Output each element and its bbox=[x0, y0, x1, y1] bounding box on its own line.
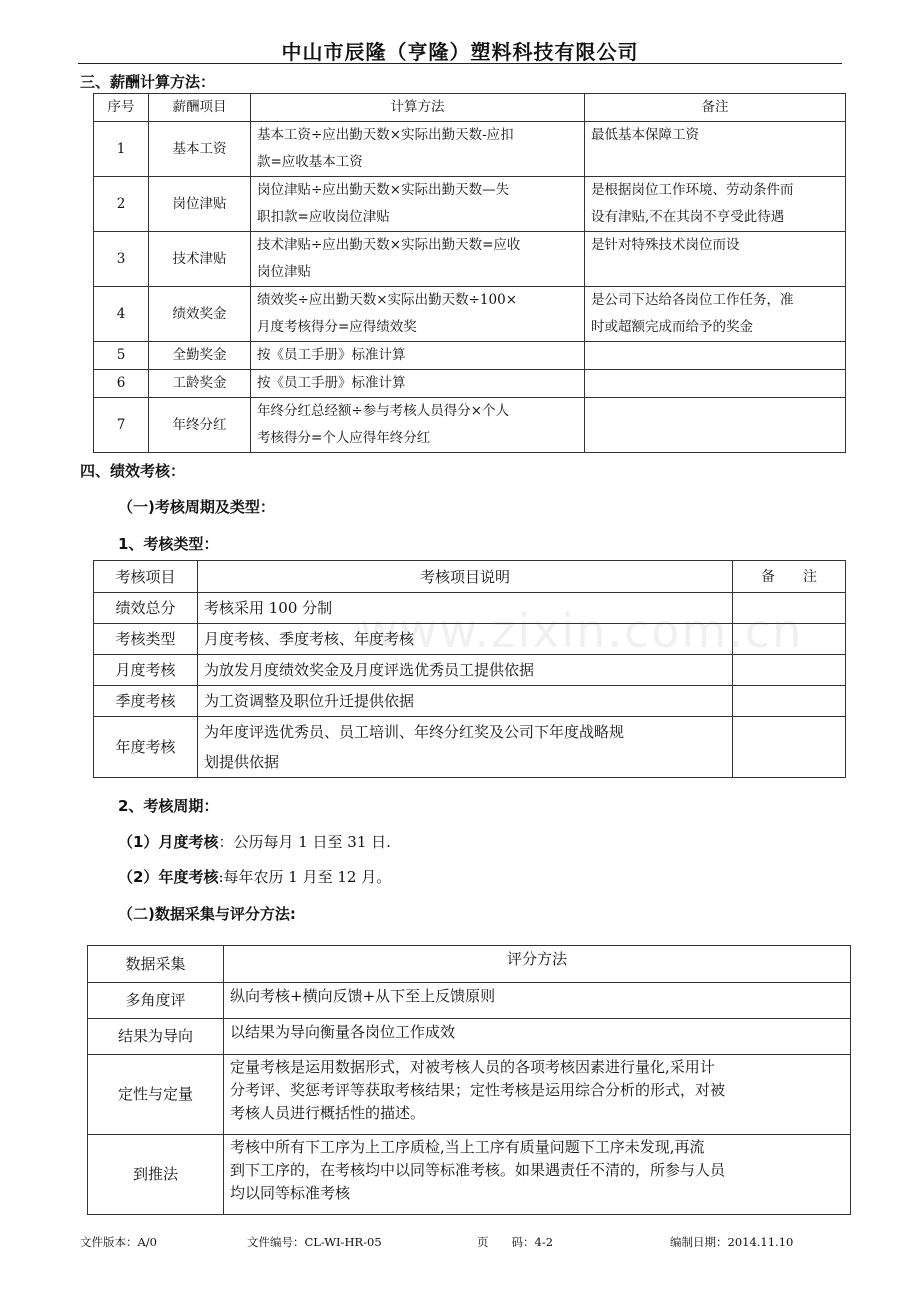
remark bbox=[585, 398, 846, 453]
salary-item: 岗位津贴 bbox=[149, 177, 251, 232]
column-header: 计算方法 bbox=[251, 94, 585, 122]
section-heading-3: 三、薪酬计算方法： bbox=[80, 73, 216, 91]
salary-item: 全勤奖金 bbox=[149, 342, 251, 370]
remark bbox=[585, 122, 846, 177]
salary-item: 工龄奖金 bbox=[149, 370, 251, 398]
table-row bbox=[88, 983, 851, 1019]
assessment-item: 月度考核 bbox=[94, 655, 198, 686]
method-line: 岗位津贴÷应出勤天数×实际出勤天数—失 bbox=[257, 182, 510, 198]
method-line: 考核人员进行概括性的描述。 bbox=[230, 1104, 426, 1122]
footer-date: 编制日期：2014.11.10 bbox=[670, 1235, 794, 1249]
column-header: 考核项目 bbox=[94, 561, 198, 593]
assessment-description: 考核采用 100 分制 bbox=[198, 593, 733, 624]
salary-item: 技术津贴 bbox=[149, 232, 251, 287]
table-row bbox=[94, 122, 846, 177]
scoring-method bbox=[224, 983, 851, 1019]
method-line: 考核得分=个人应得年终分红 bbox=[257, 430, 431, 446]
table-row bbox=[94, 287, 846, 342]
table-header-row bbox=[94, 561, 846, 593]
calculation-method: 按《员工手册》标准计算 bbox=[251, 342, 585, 370]
column-header: 薪酬项目 bbox=[149, 94, 251, 122]
remark bbox=[585, 287, 846, 342]
calculation-method bbox=[251, 177, 585, 232]
cycle-monthly-text: ：公历每月 1 日至 31 日. bbox=[218, 833, 391, 851]
remark bbox=[585, 342, 846, 370]
remark bbox=[733, 593, 846, 624]
remark bbox=[733, 655, 846, 686]
subsection-heading-scoring: （二)数据采集与评分方法: bbox=[118, 905, 296, 923]
calculation-method bbox=[251, 122, 585, 177]
remark-line: 最低基本保障工资 bbox=[591, 127, 699, 143]
remark-line: 是针对特殊技术岗位而设 bbox=[591, 237, 740, 253]
table-row bbox=[94, 593, 846, 624]
remark bbox=[733, 717, 846, 778]
table-row bbox=[88, 1055, 851, 1135]
assessment-description bbox=[198, 717, 733, 778]
assessment-description: 为工资调整及职位升迁提供依据 bbox=[198, 686, 733, 717]
method-line: 年终分红总经额÷参与考核人员得分×个人 bbox=[257, 403, 510, 419]
method-line: 基本工资÷应出勤天数×实际出勤天数-应扣 bbox=[257, 127, 514, 143]
table-row bbox=[94, 717, 846, 778]
method-line: 考核中所有下工序为上工序质检,当上工序有质量问题下工序未发现,再流 bbox=[230, 1138, 705, 1156]
row-number: 4 bbox=[94, 287, 149, 342]
remark-line: 时或超额完成而给予的奖金 bbox=[591, 319, 753, 335]
column-header: 数据采集 bbox=[88, 946, 224, 983]
watermark: www.zixin.com.cn bbox=[360, 604, 804, 658]
data-collection-item: 多角度评 bbox=[88, 983, 224, 1019]
table-header-row bbox=[94, 94, 846, 122]
cycle-yearly-prefix: （2） bbox=[118, 868, 159, 886]
column-header: 备 注 bbox=[733, 561, 846, 593]
description-line: 划提供依据 bbox=[204, 753, 280, 771]
subheading-assessment-cycle: 2、考核周期： bbox=[118, 797, 219, 815]
row-number: 1 bbox=[94, 122, 149, 177]
table-row bbox=[94, 370, 846, 398]
method-line: 纵向考核+横向反馈+从下至上反馈原则 bbox=[230, 987, 496, 1005]
method-line: 均以同等标准考核 bbox=[230, 1184, 351, 1202]
scoring-method-table bbox=[87, 945, 851, 1215]
assessment-item: 绩效总分 bbox=[94, 593, 198, 624]
row-number: 3 bbox=[94, 232, 149, 287]
subheading-assessment-type: 1、考核类型： bbox=[118, 535, 219, 553]
cycle-yearly-text: :每年农历 1 月至 12 月。 bbox=[218, 868, 392, 886]
method-line: 款=应收基本工资 bbox=[257, 154, 363, 170]
remark-line: 设有津贴,不在其岗不亨受此待遇 bbox=[591, 209, 785, 225]
method-line: 职扣款=应收岗位津贴 bbox=[257, 209, 390, 225]
footer-version: 文件版本：A/0 bbox=[80, 1235, 157, 1249]
cycle-monthly-prefix: （1） bbox=[118, 833, 159, 851]
row-number: 6 bbox=[94, 370, 149, 398]
table-row bbox=[94, 624, 846, 655]
cycle-monthly bbox=[118, 831, 391, 852]
data-collection-item: 定性与定量 bbox=[88, 1055, 224, 1135]
assessment-item: 年度考核 bbox=[94, 717, 198, 778]
method-line: 岗位津贴 bbox=[257, 264, 311, 280]
description-line: 为年度评选优秀员、员工培训、年终分红奖及公司下年度战略规 bbox=[204, 723, 625, 741]
method-line: 到下工序的，在考核均中以同等标准考核。如果遇责任不清的，所参与人员 bbox=[230, 1161, 726, 1179]
method-line: 以结果为导向衡量各岗位工作成效 bbox=[230, 1023, 456, 1041]
remark bbox=[585, 177, 846, 232]
footer-page-number: 页 码：4-2 bbox=[477, 1235, 554, 1249]
row-number: 5 bbox=[94, 342, 149, 370]
cycle-yearly-label: 年度考核 bbox=[158, 868, 219, 886]
data-collection-item: 到推法 bbox=[88, 1135, 224, 1215]
salary-item: 绩效奖金 bbox=[149, 287, 251, 342]
page-title: 中山市辰隆（亨隆）塑料科技有限公司 bbox=[281, 40, 639, 64]
method-line: 绩效奖÷应出勤天数×实际出勤天数÷100× bbox=[257, 292, 518, 308]
table-row bbox=[94, 398, 846, 453]
column-header: 考核项目说明 bbox=[198, 561, 733, 593]
column-header: 备注 bbox=[585, 94, 846, 122]
salary-table bbox=[93, 93, 846, 453]
table-row bbox=[88, 1019, 851, 1055]
calculation-method bbox=[251, 398, 585, 453]
cycle-yearly bbox=[118, 866, 391, 887]
method-line: 技术津贴÷应出勤天数×实际出勤天数=应收 bbox=[257, 237, 521, 253]
column-header: 评分方法 bbox=[224, 946, 851, 983]
scoring-method bbox=[224, 1019, 851, 1055]
table-row bbox=[94, 342, 846, 370]
remark bbox=[585, 370, 846, 398]
table-row bbox=[94, 232, 846, 287]
section-heading-4: 四、绩效考核： bbox=[80, 462, 186, 480]
remark-line: 是根据岗位工作环境、劳动条件而 bbox=[591, 182, 794, 198]
cycle-monthly-label: 月度考核 bbox=[158, 833, 219, 851]
method-line: 月度考核得分=应得绩效奖 bbox=[257, 319, 417, 335]
row-number: 7 bbox=[94, 398, 149, 453]
scoring-method bbox=[224, 1055, 851, 1135]
calculation-method: 按《员工手册》标准计算 bbox=[251, 370, 585, 398]
calculation-method bbox=[251, 232, 585, 287]
method-line: 定量考核是运用数据形式，对被考核人员的各项考核因素进行量化,采用计 bbox=[230, 1058, 715, 1076]
assessment-description: 为放发月度绩效奖金及月度评选优秀员工提供依据 bbox=[198, 655, 733, 686]
assessment-type-table bbox=[93, 560, 846, 778]
header-divider bbox=[78, 63, 842, 64]
data-collection-item: 结果为导向 bbox=[88, 1019, 224, 1055]
remark bbox=[733, 624, 846, 655]
remark bbox=[585, 232, 846, 287]
calculation-method bbox=[251, 287, 585, 342]
salary-item: 年终分红 bbox=[149, 398, 251, 453]
subsection-heading-cycle-type: （一)考核周期及类型： bbox=[118, 498, 275, 516]
method-line: 分考评、奖惩考评等获取考核结果；定性考核是运用综合分析的形式，对被 bbox=[230, 1081, 726, 1099]
assessment-description: 月度考核、季度考核、年度考核 bbox=[198, 624, 733, 655]
table-row bbox=[94, 177, 846, 232]
scoring-method bbox=[224, 1135, 851, 1215]
assessment-item: 考核类型 bbox=[94, 624, 198, 655]
table-row bbox=[94, 655, 846, 686]
table-header-row bbox=[88, 946, 851, 983]
assessment-item: 季度考核 bbox=[94, 686, 198, 717]
table-row bbox=[88, 1135, 851, 1215]
footer-document-number: 文件编号：CL-WI-HR-05 bbox=[247, 1235, 382, 1249]
remark bbox=[733, 686, 846, 717]
remark-line: 是公司下达给各岗位工作任务，准 bbox=[591, 292, 794, 308]
salary-item: 基本工资 bbox=[149, 122, 251, 177]
column-header: 序号 bbox=[94, 94, 149, 122]
row-number: 2 bbox=[94, 177, 149, 232]
table-row bbox=[94, 686, 846, 717]
